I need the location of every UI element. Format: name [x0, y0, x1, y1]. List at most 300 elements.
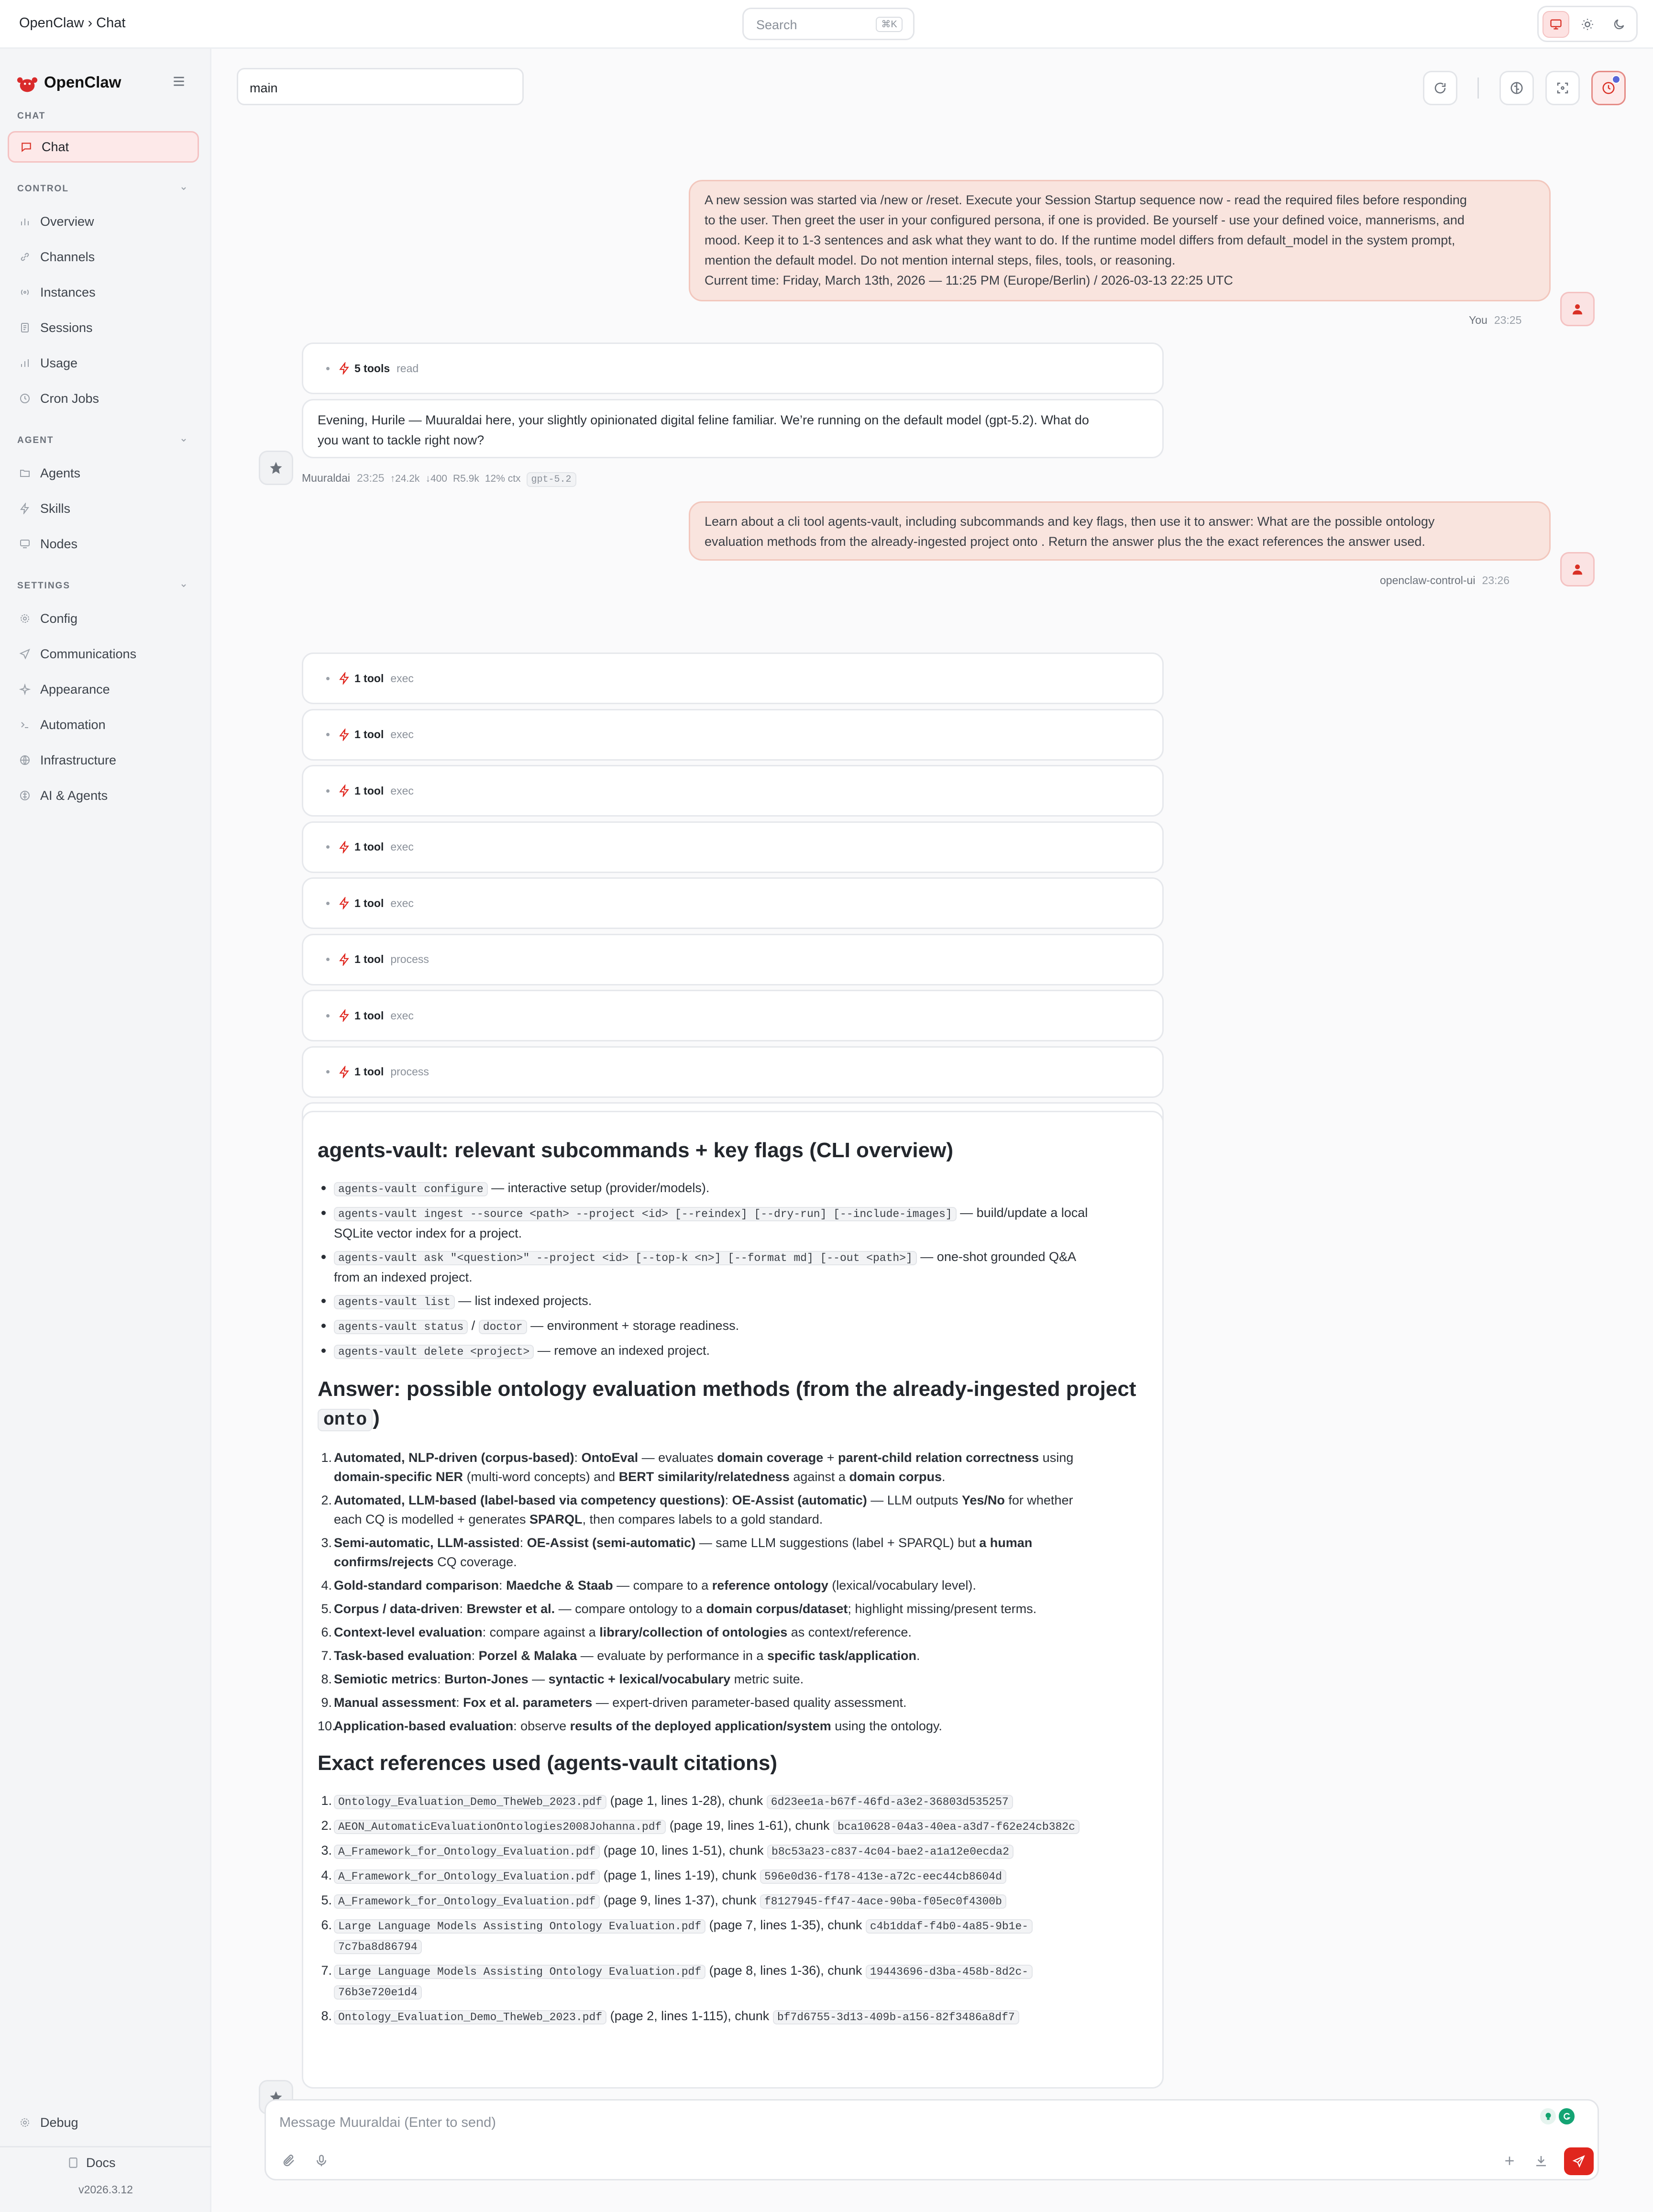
history-button[interactable]	[1591, 71, 1626, 105]
text-segment: using	[1039, 1450, 1074, 1465]
bold-text: domain coverage	[717, 1450, 824, 1465]
list-number: 2.	[321, 1493, 332, 1507]
list-item-text: — remove an indexed project.	[534, 1343, 710, 1358]
sidebar-item-sessions[interactable]	[8, 312, 199, 343]
text-segment: — expert-driven parameter-based quality assessment.	[592, 1695, 907, 1710]
text-segment: CQ coverage.	[433, 1555, 517, 1569]
attach-button[interactable]	[278, 2150, 299, 2171]
text-segment: (page 10, lines 1-51), chunk	[600, 1843, 768, 1858]
bolt-icon	[338, 729, 351, 741]
text-segment: — compare ontology to a	[555, 1602, 706, 1616]
session-selector[interactable]: main	[237, 68, 524, 105]
theme-switcher	[1537, 6, 1638, 42]
gear-icon	[18, 2116, 32, 2129]
bold-text: Yes/No	[961, 1493, 1005, 1507]
tool-name: exec	[390, 784, 414, 797]
inline-code: A_Framework_for_Ontology_Evaluation.pdf	[334, 1845, 600, 1859]
context-usage: 12% ctx	[485, 473, 521, 484]
inline-code: agents-vault configure	[334, 1182, 488, 1196]
bold-text: results of the deployed application/system	[570, 1719, 831, 1733]
gear-icon	[18, 612, 32, 625]
sidebar-item-debug[interactable]	[8, 2107, 199, 2138]
chevron-down-icon[interactable]	[180, 185, 187, 192]
inline-code: Ontology_Evaluation_Demo_TheWeb_2023.pdf	[334, 1795, 606, 1809]
section-title-agent[interactable]: AGENT	[17, 435, 54, 445]
microphone-icon	[314, 2154, 329, 2168]
list-item	[318, 1247, 1148, 1287]
bold-text: Semiotic metrics	[334, 1672, 438, 1686]
bold-text: Context-level evaluation	[334, 1625, 483, 1639]
refresh-icon	[1433, 81, 1447, 95]
section-title-settings[interactable]: SETTINGS	[17, 581, 71, 591]
inline-code: 596e0d36-f178-413e-a72c-eec44cb8604d	[760, 1869, 1006, 1884]
text-segment: (page 9, lines 1-37), chunk	[600, 1893, 760, 1907]
tokens-out: ↓400	[425, 473, 447, 484]
inline-code: AEON_AutomaticEvaluationOntologies2008Johanna.pdf	[334, 1820, 666, 1834]
broadcast-icon	[18, 286, 32, 299]
bold-text: Task-based evaluation	[334, 1648, 472, 1663]
list-item	[318, 1576, 1148, 1595]
inline-code: bf7d6755-3d13-409b-a156-82f3486a8df7	[773, 2010, 1019, 2024]
message-time: 23:25	[1494, 314, 1522, 326]
text-segment: — same LLM suggestions (label + SPARQL) but	[695, 1536, 980, 1550]
list-item	[318, 1599, 1148, 1618]
bold-text: domain corpus	[849, 1470, 942, 1484]
sidebar-item-label: Debug	[40, 2115, 78, 2130]
list-number: 2.	[321, 1818, 332, 1833]
message-composer[interactable]	[264, 2099, 1599, 2180]
bolt-icon	[338, 897, 351, 909]
tool-count: 1 tool	[354, 728, 384, 741]
assistant-avatar	[259, 451, 293, 485]
list-item	[318, 1646, 1148, 1665]
focus-icon	[1555, 81, 1570, 95]
dark-theme-button[interactable]	[1606, 11, 1632, 38]
sidebar-item-label: Usage	[40, 355, 78, 370]
chevron-down-icon[interactable]	[180, 582, 187, 589]
message-input-placeholder: Message Muuraldai (Enter to send)	[279, 2115, 496, 2130]
star-icon	[269, 461, 283, 475]
chevron-down-icon[interactable]	[180, 436, 187, 444]
text-segment: against a	[789, 1470, 849, 1484]
text-segment: :	[471, 1648, 479, 1663]
tool-group[interactable]	[302, 343, 1164, 394]
tool-group[interactable]	[302, 765, 1164, 817]
text-segment: .	[916, 1648, 920, 1663]
sidebar-item-automation[interactable]	[8, 709, 199, 741]
notification-dot	[1612, 75, 1620, 84]
header-divider	[1477, 77, 1479, 99]
tokens-read: R5.9k	[452, 473, 479, 484]
section-title-control[interactable]: CONTROL	[17, 184, 69, 194]
inline-code: A_Framework_for_Ontology_Evaluation.pdf	[334, 1869, 600, 1884]
section-title-chat: CHAT	[17, 111, 46, 121]
user-message-meta	[1469, 314, 1521, 327]
list-number: 4.	[321, 1578, 332, 1593]
user-icon	[1570, 562, 1585, 576]
sidebar-item-nodes[interactable]	[8, 528, 199, 560]
message-line: Current time: Friday, March 13th, 2026 — 11:25 PM (Europe/Berlin) / 2026-03-13 22:25 UTC	[705, 273, 1234, 288]
text-segment: :	[725, 1493, 732, 1507]
list-number: 9.	[321, 1695, 332, 1710]
text-segment: (page 7, lines 1-35), chunk	[705, 1918, 866, 1932]
tool-name: exec	[390, 728, 414, 741]
tool-group[interactable]	[302, 877, 1164, 929]
list-number: 8.	[321, 2009, 332, 2023]
inline-code: agents-vault list	[334, 1295, 455, 1309]
bullet	[326, 789, 330, 793]
monitor-theme-button[interactable]	[1543, 11, 1569, 38]
sender-name: You	[1469, 314, 1488, 326]
search-placeholder: Search	[756, 18, 797, 32]
text-segment: — LLM outputs	[867, 1493, 962, 1507]
bold-text: BERT similarity/relatedness	[618, 1470, 790, 1484]
bold-text: Corpus / data-driven	[334, 1602, 460, 1616]
bold-text: a human	[979, 1536, 1033, 1550]
sender-name: openclaw-control-ui	[1380, 574, 1476, 586]
sidebar-item-usage[interactable]	[8, 347, 199, 379]
version-label: v2026.3.12	[78, 2183, 133, 2196]
bullet	[326, 677, 330, 680]
brand-name: OpenClaw	[44, 73, 121, 91]
bar-chart-icon	[18, 356, 32, 370]
separator: /	[468, 1318, 479, 1333]
list-number: 4.	[321, 1868, 332, 1882]
tool-name: exec	[390, 896, 414, 909]
sidebar-item-label: Sessions	[40, 320, 93, 335]
text-segment: : observe	[513, 1719, 570, 1733]
list-item	[318, 1341, 1148, 1361]
message-line: to the user. Then greet the user in your configured persona, if one is provided. Be yourself - use your defined voice, mannerisms, and	[705, 213, 1465, 227]
sidebar-item-label: Nodes	[40, 536, 78, 551]
bold-text: reference ontology	[712, 1578, 828, 1593]
light-theme-button[interactable]	[1574, 11, 1601, 38]
list-number: 6.	[321, 1918, 332, 1932]
user-avatar	[1560, 552, 1595, 586]
sender-name: Muuraldai	[302, 472, 350, 484]
tool-name: exec	[390, 841, 414, 853]
sidebar	[0, 49, 211, 2212]
link-icon	[18, 250, 32, 264]
inline-code: A_Framework_for_Ontology_Evaluation.pdf	[334, 1894, 600, 1909]
refresh-button[interactable]	[1423, 71, 1457, 105]
sidebar-item-infrastructure[interactable]	[8, 744, 199, 776]
bolt-icon	[338, 953, 351, 966]
breadcrumb: OpenClaw › Chat	[19, 15, 126, 31]
text-segment: : compare against a	[482, 1625, 600, 1639]
list-item	[318, 1791, 1148, 1812]
inline-code: bca10628-04a3-40ea-a3d7-f62e24cb382c	[833, 1820, 1080, 1834]
assistant-answer	[302, 1111, 1164, 2089]
inline-code: doctor	[479, 1320, 527, 1334]
sidebar-item-label: AI & Agents	[40, 788, 108, 803]
list-item	[318, 1915, 1148, 1957]
text-segment: :	[459, 1602, 467, 1616]
export-button[interactable]	[1531, 2150, 1552, 2171]
docs-link[interactable]	[67, 2147, 116, 2179]
list-item	[318, 1866, 1148, 1886]
answer-heading-methods	[318, 1375, 1148, 1435]
list-item-text: — one-shot grounded Q&A	[916, 1250, 1076, 1264]
bolt-icon	[338, 785, 351, 797]
list-item	[318, 1670, 1148, 1689]
text-segment: — evaluate by performance in a	[577, 1648, 767, 1663]
bold-text: OE-Assist (automatic)	[732, 1493, 867, 1507]
sidebar-item-communications[interactable]	[8, 638, 199, 670]
text-segment: :	[519, 1536, 527, 1550]
list-number: 1.	[321, 1793, 332, 1808]
message-line: mood. Keep it to 1-3 sentences and ask what they want to do. If the runtime model differs from default_model in the system prompt,	[705, 233, 1455, 247]
monitor-icon	[1549, 18, 1563, 31]
bold-text: parent-child relation correctness	[838, 1450, 1039, 1465]
bolt-icon	[338, 672, 351, 685]
list-number: 1.	[321, 1450, 332, 1465]
list-item-text: SQLite vector index for a project.	[334, 1226, 522, 1240]
inline-code: Large Language Models Assisting Ontology Evaluation.pdf	[334, 1919, 705, 1934]
sidebar-item-label: Skills	[40, 501, 71, 516]
inline-code: 7c7ba8d86794	[334, 1940, 422, 1954]
sidebar-item-channels[interactable]	[8, 241, 199, 273]
text-segment: — compare to a	[613, 1578, 712, 1593]
text-segment: —	[528, 1672, 549, 1686]
tool-group[interactable]	[302, 1046, 1164, 1098]
text-segment: .	[941, 1470, 946, 1484]
text-segment: +	[823, 1450, 838, 1465]
inline-code: agents-vault delete <project>	[334, 1345, 534, 1359]
tool-name: exec	[390, 672, 414, 685]
download-icon	[1534, 2154, 1548, 2168]
tool-group[interactable]	[302, 821, 1164, 873]
send-button[interactable]	[1564, 2147, 1594, 2175]
top-bar	[0, 0, 1653, 49]
bold-text: Burton-Jones	[444, 1672, 529, 1686]
message-line: mention the default model. Do not mention internal steps, files, tools, or reasoning.	[705, 253, 1176, 267]
list-item	[318, 1533, 1148, 1571]
tool-count: 1 tool	[354, 1009, 384, 1022]
bolt-icon	[18, 502, 32, 515]
inline-code: agents-vault ask "<question>" --project <id> [--top-k <n>] [--format md] [--out <path>]	[334, 1251, 917, 1265]
message-time: 23:25	[357, 472, 385, 484]
sidebar-item-cron-jobs[interactable]	[8, 383, 199, 414]
inline-code: 6d23ee1a-b67f-46fd-a3e2-36803d535257	[767, 1795, 1013, 1809]
bar-chart-icon	[18, 215, 32, 228]
tool-count: 1 tool	[354, 953, 384, 965]
sidebar-item-label: Automation	[40, 717, 106, 732]
assistant-message-meta	[302, 472, 576, 485]
text-segment: (lexical/vocabulary level).	[828, 1578, 976, 1593]
extension-icons	[1540, 2108, 1575, 2127]
terminal-icon	[18, 718, 32, 731]
bold-text: Manual assessment	[334, 1695, 456, 1710]
references-list	[318, 1791, 1148, 2027]
send-icon	[18, 647, 32, 661]
list-item-text: from an indexed project.	[334, 1270, 473, 1284]
tokens-in: ↑24.2k	[390, 473, 420, 484]
sidebar-item-label: Appearance	[40, 682, 110, 697]
tool-group[interactable]	[302, 990, 1164, 1041]
tool-count: 1 tool	[354, 1065, 384, 1078]
new-chat-button[interactable]	[1499, 2150, 1520, 2171]
list-item	[318, 1203, 1148, 1243]
sidebar-item-appearance[interactable]	[8, 674, 199, 705]
heading-text: Answer: possible ontology evaluation methods (from the already-ingested project	[318, 1377, 1136, 1401]
chat-bubble-icon	[20, 140, 33, 154]
search-input[interactable]	[742, 8, 915, 40]
tool-count: 1 tool	[354, 784, 384, 797]
user-message-meta	[1380, 574, 1510, 587]
grammar-icon[interactable]	[1559, 2108, 1575, 2124]
list-number: 8.	[321, 1672, 332, 1686]
sidebar-item-label: Infrastructure	[40, 752, 117, 767]
inline-code: agents-vault ingest --source <path> --project <id> [--reindex] [--dry-run] [--include-images]	[334, 1207, 957, 1221]
inline-code: c4b1ddaf-f4b0-4a85-9b1e-	[866, 1919, 1033, 1934]
bolt-icon	[338, 1009, 351, 1022]
tool-count: 1 tool	[354, 896, 384, 909]
list-item	[318, 1178, 1148, 1199]
message-line: Evening, Hurile — Muuraldai here, your slightly opinionated digital feline familiar. We’re running on the default model (gpt-5.2). What do	[318, 413, 1089, 427]
bold-text: syntactic + lexical/vocabulary	[548, 1672, 731, 1686]
sidebar-item-label: Chat	[42, 139, 69, 154]
bold-text: Gold-standard comparison	[334, 1578, 499, 1593]
tool-name: process	[390, 1065, 429, 1078]
document-icon	[18, 321, 32, 334]
monitor-icon	[18, 537, 32, 551]
list-item	[318, 1291, 1148, 1312]
list-item-text: — interactive setup (provider/models).	[487, 1181, 710, 1195]
bold-text: specific task/application	[767, 1648, 917, 1663]
list-item	[318, 1891, 1148, 1911]
bullet	[326, 1070, 330, 1073]
bold-text: Fox et al. parameters	[463, 1695, 593, 1710]
moon-icon	[1612, 18, 1626, 31]
list-number: 3.	[321, 1843, 332, 1858]
text-segment: for whether	[1004, 1493, 1073, 1507]
chat-main	[213, 49, 1653, 2212]
text-segment: :	[574, 1450, 582, 1465]
tool-count: 1 tool	[354, 841, 384, 853]
bold-text: Application-based evaluation	[334, 1719, 514, 1733]
inline-code: Ontology_Evaluation_Demo_TheWeb_2023.pdf	[334, 2010, 606, 2024]
text-segment: (page 8, lines 1-36), chunk	[705, 1963, 866, 1978]
text-segment: (page 1, lines 1-28), chunk	[606, 1793, 767, 1808]
sidebar-item-agents[interactable]	[8, 457, 199, 489]
tool-group[interactable]	[302, 653, 1164, 704]
sidebar-item-label: Channels	[40, 249, 95, 264]
sidebar-item-instances[interactable]	[8, 276, 199, 308]
bolt-icon	[338, 362, 351, 375]
focus-button[interactable]	[1545, 71, 1580, 105]
sidebar-item-label: Communications	[40, 646, 137, 661]
user-message	[689, 501, 1551, 561]
model-badge: gpt-5.2	[527, 472, 576, 487]
bold-text: Porzel & Malaka	[478, 1648, 577, 1663]
brain-toggle-button[interactable]	[1499, 71, 1534, 105]
tool-name: exec	[390, 1009, 414, 1022]
tool-group[interactable]	[302, 709, 1164, 761]
text-segment: (multi-word concepts) and	[463, 1470, 619, 1484]
plus-icon	[1502, 2154, 1517, 2168]
globe-icon	[18, 753, 32, 767]
sidebar-item-label: Overview	[40, 214, 94, 229]
sparkle-icon	[18, 683, 32, 696]
book-icon	[67, 2157, 79, 2169]
sidebar-item-chat[interactable]	[8, 131, 199, 163]
paperclip-icon	[282, 2154, 296, 2168]
text-segment: as context/reference.	[787, 1625, 912, 1639]
text-segment: (page 2, lines 1-115), chunk	[606, 2009, 773, 2023]
sidebar-item-overview[interactable]	[8, 206, 199, 237]
user-icon	[1570, 302, 1585, 316]
sun-icon	[1581, 18, 1594, 31]
heading-text: )	[373, 1406, 380, 1429]
sidebar-item-label: Cron Jobs	[40, 391, 99, 406]
bold-text: Semi-automatic, LLM-assisted	[334, 1536, 520, 1550]
list-item-text: — list indexed projects.	[454, 1294, 592, 1308]
text-segment: using the ontology.	[831, 1719, 942, 1733]
bold-text: SPARQL	[529, 1512, 583, 1526]
list-item	[318, 1841, 1148, 1861]
bullet	[326, 845, 330, 849]
text-segment: ; highlight missing/present terms.	[848, 1602, 1037, 1616]
bold-text: domain corpus/dataset	[706, 1602, 848, 1616]
bold-text: Automated, LLM-based (label-based via competency questions)	[334, 1493, 725, 1507]
text-segment: each CQ is modelled + generates	[334, 1512, 529, 1526]
text-segment: (page 1, lines 1-19), chunk	[600, 1868, 760, 1882]
text-segment: :	[499, 1578, 507, 1593]
message-line: evaluation methods from the already-ingested project onto . Return the answer plus the the exact references the answer used.	[705, 534, 1425, 549]
list-item	[318, 1693, 1148, 1712]
sidebar-item-label: Instances	[40, 285, 96, 299]
inline-code: onto	[318, 1409, 373, 1431]
bullet	[326, 902, 330, 905]
list-item	[318, 1316, 1148, 1337]
sidebar-item-ai-agents[interactable]	[8, 780, 199, 811]
bold-text: domain-specific NER	[334, 1470, 463, 1484]
brain-icon	[18, 789, 32, 802]
search-shortcut-badge: ⌘K	[876, 17, 903, 32]
list-item	[318, 1961, 1148, 2002]
bold-text: confirms/rejects	[334, 1555, 434, 1569]
answer-heading-cli: agents-vault: relevant subcommands + key flags (CLI overview)	[318, 1139, 953, 1162]
sidebar-item-config[interactable]	[8, 603, 199, 634]
inline-code: f8127945-ff47-4ace-90ba-f05ec0f4300b	[760, 1894, 1006, 1909]
user-avatar	[1560, 292, 1595, 326]
inline-code: agents-vault status	[334, 1320, 468, 1334]
message-line: A new session was started via /new or /reset. Execute your Session Startup sequence now - read the required files before responding	[705, 193, 1467, 207]
methods-list	[318, 1448, 1148, 1736]
voice-button[interactable]	[311, 2150, 332, 2171]
text-segment: metric suite.	[730, 1672, 804, 1686]
list-number: 5.	[321, 1602, 332, 1616]
lightbulb-icon[interactable]	[1540, 2108, 1556, 2124]
list-number: 5.	[321, 1893, 332, 1907]
menu-toggle-icon[interactable]	[171, 74, 187, 89]
tool-group[interactable]	[302, 934, 1164, 985]
text-segment: :	[456, 1695, 463, 1710]
text-segment: — evaluates	[638, 1450, 717, 1465]
list-item	[318, 1448, 1148, 1486]
inline-code: 76b3e720e1d4	[334, 1985, 422, 2000]
docs-label: Docs	[86, 2155, 116, 2170]
user-message	[689, 180, 1551, 301]
bullet	[326, 958, 330, 961]
folder-icon	[18, 466, 32, 480]
message-time: 23:26	[1482, 574, 1510, 586]
inline-code: Large Language Models Assisting Ontology Evaluation.pdf	[334, 1965, 705, 1979]
text-segment: :	[437, 1672, 445, 1686]
sidebar-item-skills[interactable]	[8, 493, 199, 524]
bolt-icon	[338, 1066, 351, 1078]
